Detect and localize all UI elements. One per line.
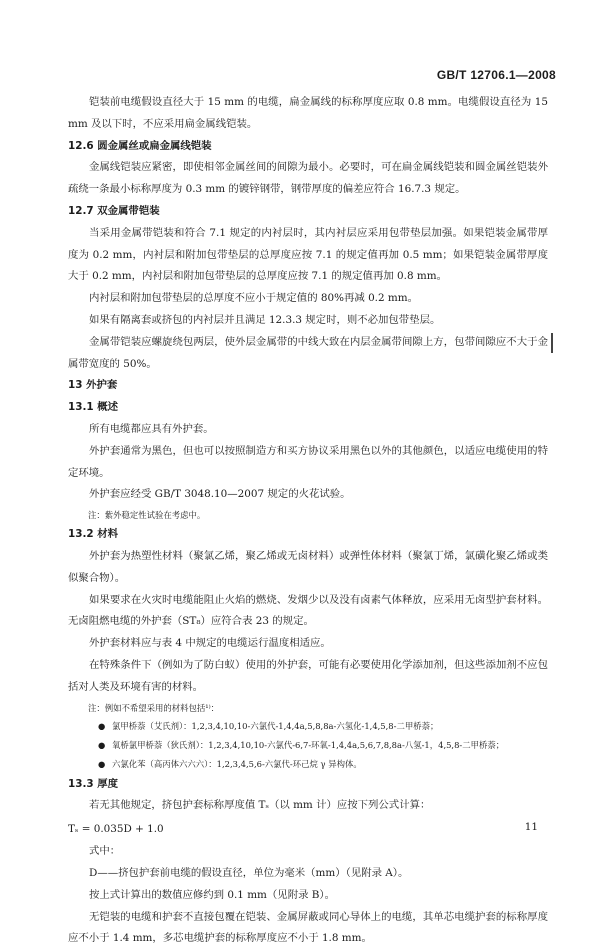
- paragraph: D——挤包护套前电缆的假设直径，单位为毫米（mm）（见附录 A）。: [68, 863, 548, 885]
- margin-mark: [551, 333, 553, 353]
- page-number: 11: [525, 821, 538, 833]
- paragraph: 若无其他规定，挤包护套标称厚度值 Tₛ（以 mm 计）应按下列公式计算：: [68, 795, 548, 817]
- note: 注：例如不希望采用的材料包括¹⁾：: [68, 699, 548, 717]
- bullet-icon: ●: [98, 736, 105, 755]
- section-heading-12-7: 12.7 双金属带铠装: [68, 201, 548, 223]
- paragraph: 外护套通常为黑色，但也可以按照制造方和买方协议采用黑色以外的其他颜色，以适应电缆使用的特定环境。: [68, 441, 548, 485]
- paragraph: 内衬层和附加包带垫层的总厚度不应小于规定值的 80%再减 0.2 mm。: [68, 288, 548, 310]
- paragraph: 铠装前电缆假设直径大于 15 mm 的电缆，扁金属线的标称厚度应取 0.8 mm。电缆假设直径为 15 mm 及以下时，不应采用扁金属线铠装。: [68, 92, 548, 136]
- paragraph: 外护套材料应与表 4 中规定的电缆运行温度相适应。: [68, 633, 548, 655]
- list-item: ● 六氯化苯（高丙体六六六）：1,2,3,4,5,6-六氯代-环己烷 γ 异构体。: [68, 755, 548, 774]
- paragraph: 当采用金属带铠装和符合 7.1 规定的内衬层时，其内衬层应采用包带垫层加强。如果铠装金属带厚度为 0.2 mm，内衬层和附加包带垫层的总厚度应按 7.1 的规定值再加 0.5 mm；如果铠装金属带厚度大于 0.2 mm，内衬层和附加包带垫层的总厚度应按 7.1 的规定值再加 0.8 mm。: [68, 223, 548, 288]
- paragraph: 如果有隔离套或挤包的内衬层并且满足 12.3.3 规定时，则不必加包带垫层。: [68, 310, 548, 332]
- section-heading-13-2: 13.2 材料: [68, 524, 548, 546]
- paragraph: 无铠装的电缆和护套不直接包覆在铠装、金属屏蔽或同心导体上的电缆，其单芯电缆护套的标称厚度应不小于 1.4 mm，多芯电缆护套的标称厚度应不小于 1.8 mm。: [68, 907, 548, 950]
- paragraph: 按上式计算出的数值应修约到 0.1 mm（见附录 B）。: [68, 885, 548, 907]
- standard-number: GB/T 12706.1—2008: [437, 68, 556, 82]
- bullet-icon: ●: [98, 755, 105, 774]
- paragraph: 式中：: [68, 841, 548, 863]
- bullet-icon: ●: [98, 717, 105, 736]
- section-heading-13-3: 13.3 厚度: [68, 774, 548, 796]
- formula: Tₛ = 0.035D + 1.0: [68, 817, 548, 841]
- note-list: [68, 717, 548, 774]
- list-item: ● 氧桥氯甲桥萘（狄氏剂）：1,2,3,4,10,10-六氯代-6,7-环氧-1,4,4a,5,6,7,8,8a-八氢-1，4,5,8-二甲桥萘；: [68, 736, 548, 755]
- note: 注：紫外稳定性试验在考虑中。: [68, 506, 548, 524]
- paragraph: 金属带铠装应螺旋绕包两层，使外层金属带的中线大致在内层金属带间隙上方，包带间隙应不大于金属带宽度的 50%。: [68, 332, 548, 376]
- chapter-heading-13: 13 外护套: [68, 375, 548, 397]
- list-item: ● 氯甲桥萘（艾氏剂）：1,2,3,4,10,10-六氯代-1,4,4a,5,8,8a-六氢化-1,4,5,8-二甲桥萘；: [68, 717, 548, 736]
- document-body: [68, 92, 548, 950]
- paragraph: 在特殊条件下（例如为了防白蚁）使用的外护套，可能有必要使用化学添加剂，但这些添加剂不应包括对人类及环境有害的材料。: [68, 655, 548, 699]
- paragraph: 外护套应经受 GB/T 3048.10—2007 规定的火花试验。: [68, 484, 548, 506]
- paragraph: 所有电缆都应具有外护套。: [68, 419, 548, 441]
- paragraph: 金属线铠装应紧密，即使相邻金属丝间的间隙为最小。必要时，可在扁金属线铠装和圆金属丝铠装外疏绕一条最小标称厚度为 0.3 mm 的镀锌钢带，钢带厚度的偏差应符合 16.7.3 规定。: [68, 157, 548, 201]
- paragraph: 外护套为热塑性材料（聚氯乙烯，聚乙烯或无卤材料）或弹性体材料（聚氯丁烯，氯磺化聚乙烯或类似聚合物）。: [68, 546, 548, 590]
- section-heading-12-6: 12.6 圆金属丝或扁金属线铠装: [68, 136, 548, 158]
- section-heading-13-1: 13.1 概述: [68, 397, 548, 419]
- paragraph: 如果要求在火灾时电缆能阻止火焰的燃烧、发烟少以及没有卤素气体释放，应采用无卤型护套材料。无卤阻燃电缆的外护套（ST₈）应符合表 23 的规定。: [68, 590, 548, 634]
